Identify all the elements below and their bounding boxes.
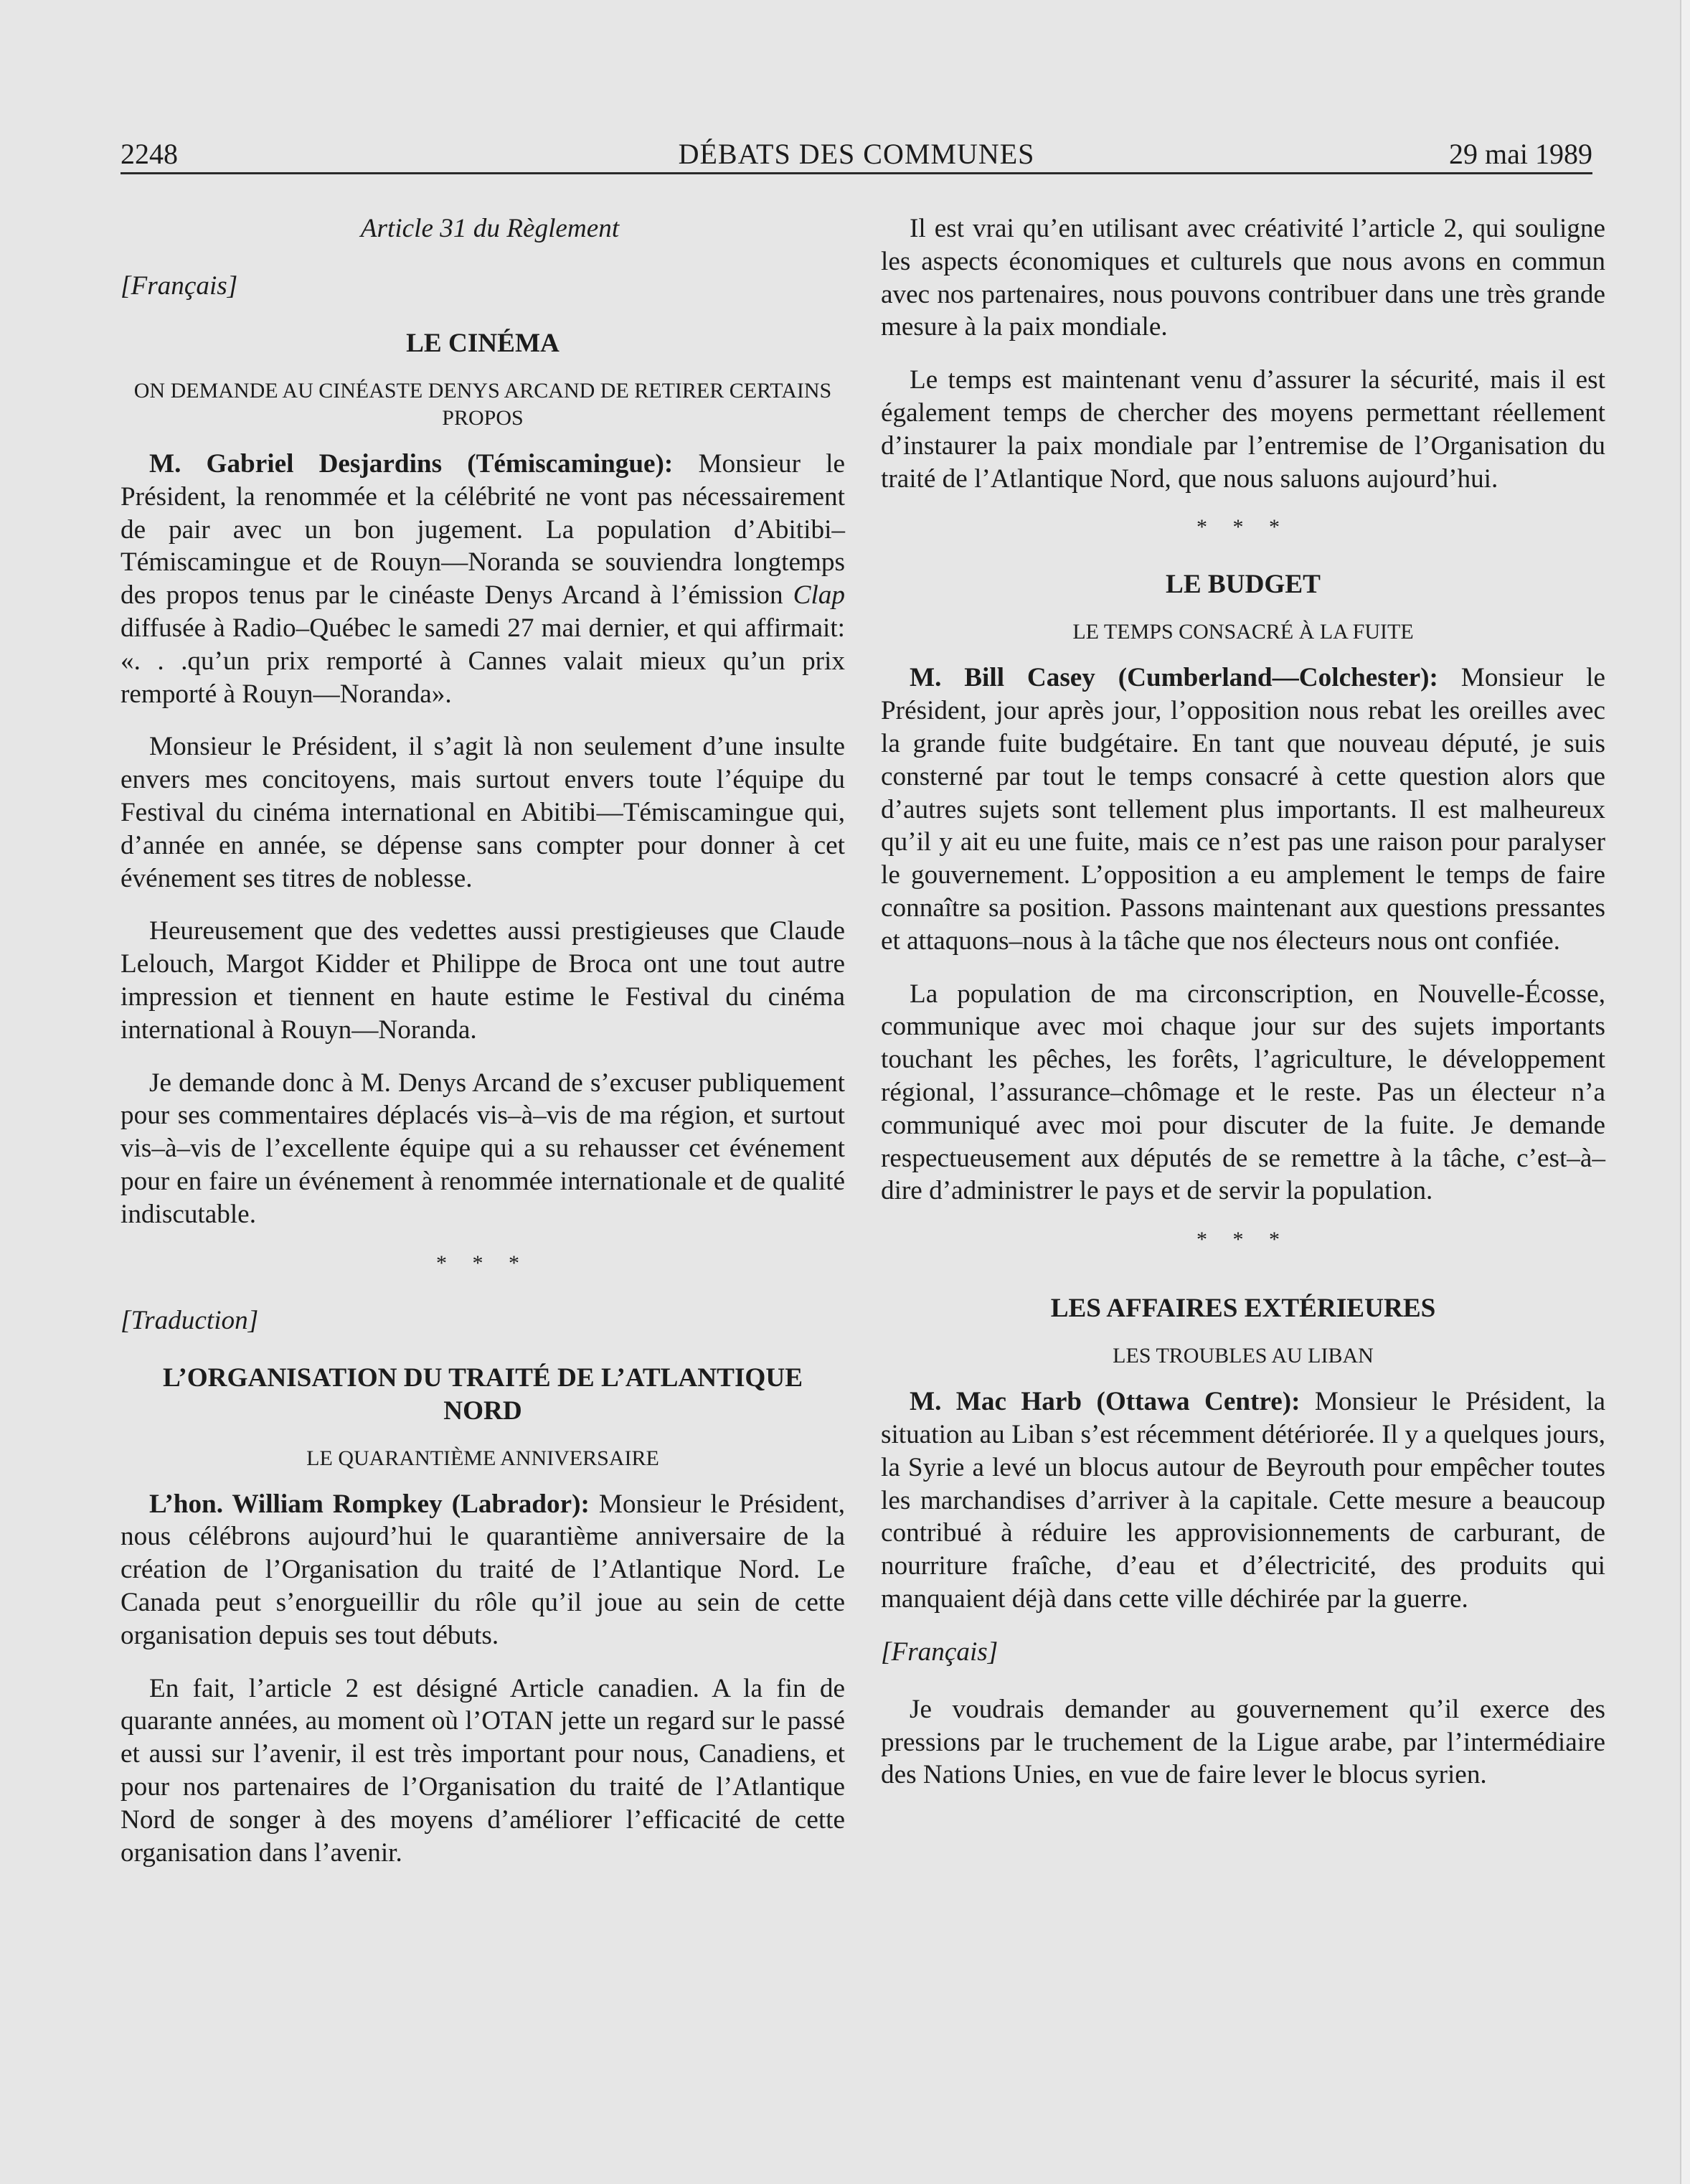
section-title-budget: LE BUDGET xyxy=(1166,570,1321,600)
statement-text: Monsieur le Président, nous célébrons aujourd’hui le quarantième anniversaire de la création de l’Organisation du traité de l’Atlantique Nord. Le Canada peut s’enorgueillir du rôle qu’il joue au sein de cette organisation depuis ses tout débuts. xyxy=(121,1489,845,1650)
section-subtitle-budget: LE TEMPS CONSACRÉ À LA FUITE xyxy=(1072,620,1414,644)
right-column xyxy=(881,212,1605,1812)
statement-text: Monsieur le Président, jour après jour, l’opposition nous rebat les oreilles avec la grande fuite budgétaire. En tant que nouveau député, je suis consterné par tout le temps consacré à cette question alors que d’autres sujets sont tellement plus importants. Il est malheureux qu’il y ait eu une fuite, mais ce n’est pas une raison pour paralyser le gouvernement. L’opposition a eu amplement le temps de faire connaître sa position. Passons maintenant aux questions pressantes et attaquons–nous à la tâche que nos électeurs nous ont confiée. xyxy=(881,663,1605,956)
language-marker: [Traduction] xyxy=(121,1305,259,1335)
section-subtitle-nato: LE QUARANTIÈME ANNIVERSAIRE xyxy=(306,1446,659,1470)
statement-paragraph: Je demande donc à M. Denys Arcand de s’excuser publiquement pour ses commentaires déplacés vis–à–vis de ma région, et surtout vis–à–vis de l’excellente équipe qui a su rehausser cet événement pour en faire un événement à renommée internationale et de qualité indiscutable. xyxy=(121,1068,845,1229)
show-title: Clap xyxy=(793,580,845,611)
section-title-external-affairs: LES AFFAIRES EXTÉRIEURES xyxy=(1050,1294,1436,1324)
section-subtitle-external-affairs: LES TROUBLES AU LIBAN xyxy=(1113,1344,1374,1368)
statement-paragraph: En fait, l’article 2 est désigné Article canadien. A la fin de quarante années, au moment où l’OTAN jette un regard sur le passé et aussi sur l’avenir, il est très important pour nous, Canadiens, et pour nos partenaires de l’Organisation du traité de l’Atlantique Nord de songer à des moyens d’améliorer l’efficacité de cette organisation dans l’avenir. xyxy=(121,1673,845,1868)
statement-paragraph xyxy=(121,448,845,710)
statement-text: diffusée à Radio–Québec le samedi 27 mai dernier, et qui affirmait: «. . .qu’un prix remporté à Cannes valait mieux qu’un prix remporté à Rouyn—Noranda». xyxy=(121,613,845,709)
language-marker: [Français] xyxy=(121,271,238,301)
statement-paragraph xyxy=(881,662,1605,957)
page-edge xyxy=(1680,0,1690,2184)
statement-paragraph xyxy=(121,1488,845,1652)
statement-text: Monsieur le Président, la situation au Liban s’est récemment détériorée. Il y a quelques jours, la Syrie a levé un blocus autour de Beyrouth pour empêcher toutes les marchandises d’arriver à la capitale. Cette mesure a beaucoup contribué à réduire les approvisionnements de carburant, de nourriture fraîche, d’eau et d’électricité, des produits qui manquaient déjà dans cette ville déchirée par la guerre. xyxy=(881,1387,1605,1614)
speaker-name: L’hon. William Rompkey (Labrador): xyxy=(149,1489,590,1519)
section-subtitle-cinema: ON DEMANDE AU CINÉASTE DENYS ARCAND DE RETIRER CERTAINS PROPOS xyxy=(133,379,832,430)
publication-title: DÉBATS DES COMMUNES xyxy=(678,138,1035,170)
language-marker: [Français] xyxy=(881,1637,999,1667)
section-separator: * * * xyxy=(1196,1228,1290,1252)
statement-paragraph: Il est vrai qu’en utilisant avec créativité l’article 2, qui souligne les aspects économiques et culturels que nous avons en commun avec nos partenaires, nous pouvons contribuer dans une très grande mesure à la paix mondiale. xyxy=(881,214,1605,342)
section-separator: * * * xyxy=(1196,515,1290,540)
statement-text: Monsieur le Président, la renommée et la célébrité ne vont pas nécessairement de pair avec un bon jugement. La population d’Abitibi–Témiscamingue et de Rouyn—Noranda se souviendra longtemps des propos tenus par le cinéaste Denys Arcand à l’émission xyxy=(121,449,845,611)
speaker-name: M. Mac Harb (Ottawa Centre): xyxy=(910,1387,1300,1417)
section-title-cinema: LE CINÉMA xyxy=(406,329,560,358)
standing-order-rubric: Article 31 du Règlement xyxy=(360,214,620,243)
page-header xyxy=(121,136,1592,174)
statement-paragraph: Monsieur le Président, il s’agit là non seulement d’une insulte envers mes concitoyens, mais surtout envers toute l’équipe du Festival du cinéma international en Abitibi—Témiscamingue qui, d’année en année, se dépense sans compter pour donner à cet événement ses titres de noblesse. xyxy=(121,732,845,893)
statement-paragraph xyxy=(881,1385,1605,1616)
page-number: 2248 xyxy=(121,138,178,170)
statement-paragraph: Heureusement que des vedettes aussi prestigieuses que Claude Lelouch, Margot Kidder et Philippe de Broca ont une tout autre impression et tiennent en haute estime le Festival du cinéma international à Rouyn—Noranda. xyxy=(121,916,845,1045)
section-title-nato: L’ORGANISATION DU TRAITÉ DE L’ATLANTIQUE NORD xyxy=(162,1362,803,1426)
statement-paragraph: La population de ma circonscription, en Nouvelle-Écosse, communique avec moi chaque jour sur des sujets importants touchant les pêches, les forêts, l’agriculture, le développement régional, l’assurance–chômage et le reste. Pas un électeur n’a communiqué avec moi pour discuter de la fuite. Je demande respectueusement aux députés de se remettre à la tâche, c’est–à–dire d’administrer le pays et de servir la population. xyxy=(881,979,1605,1206)
section-separator: * * * xyxy=(436,1251,529,1275)
statement-paragraph: Le temps est maintenant venu d’assurer la sécurité, mais il est également temps de chercher des moyens permettant réellement d’instaurer la paix mondiale par l’entremise de l’Organisation du traité de l’Atlantique Nord, que nous saluons aujourd’hui. xyxy=(881,365,1605,494)
sitting-date: 29 mai 1989 xyxy=(1449,138,1592,170)
speaker-name: M. Bill Casey (Cumberland—Colchester): xyxy=(910,663,1438,693)
statement-paragraph: Je voudrais demander au gouvernement qu’il exerce des pressions par le truchement de la Ligue arabe, par l’intermédiaire des Nations Unies, en vue de faire lever le blocus syrien. xyxy=(881,1694,1605,1790)
left-column xyxy=(121,212,845,1889)
speaker-name: M. Gabriel Desjardins (Témiscamingue): xyxy=(149,449,674,479)
